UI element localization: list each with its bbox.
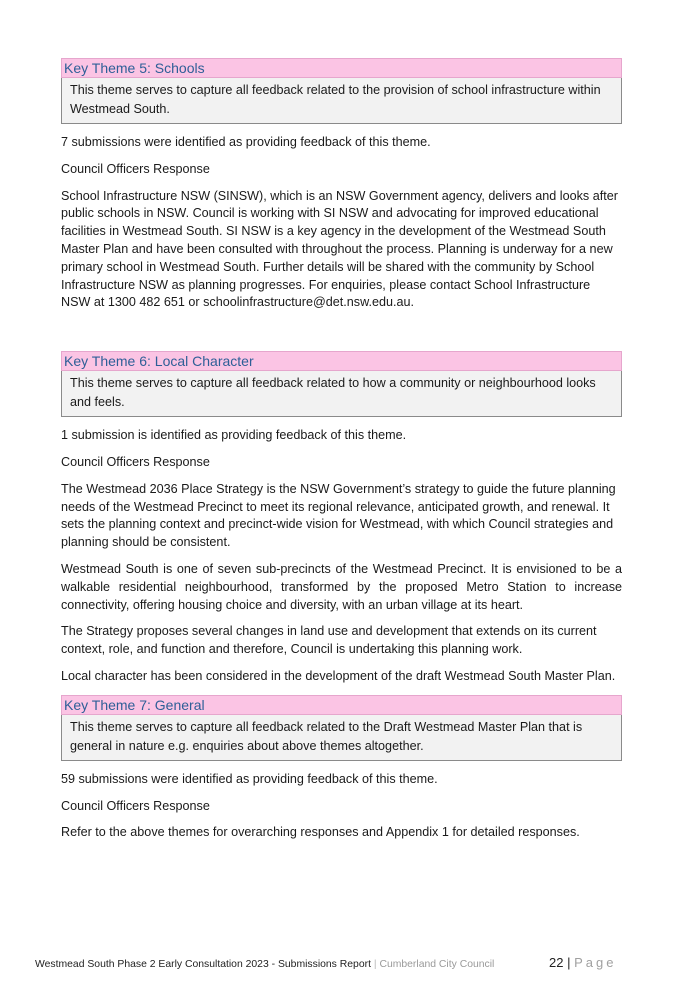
theme-6-section	[61, 351, 622, 686]
page-footer	[35, 957, 625, 973]
theme-6-response-text-3: The Strategy proposes several changes in land use and development that extends on its current context, role, and function and therefore, Council is undertaking this planning work.	[61, 624, 597, 657]
theme-6-description-box: This theme serves to capture all feedback related to how a community or neighbourhood looks and feels.	[61, 371, 622, 417]
footer-document-title: Westmead South Phase 2 Early Consultation 2023 - Submissions Report	[35, 959, 371, 970]
footer-organisation: Cumberland City Council	[379, 959, 495, 970]
theme-5-section	[61, 58, 622, 312]
footer-separator: |	[373, 959, 377, 970]
footer-page-indicator	[549, 955, 616, 971]
theme-7-heading: Key Theme 7: General	[61, 695, 622, 715]
theme-7-submission-count: 59 submissions were identified as providing feedback of this theme.	[61, 771, 438, 786]
theme-6-submission-count: 1 submission is identified as providing feedback of this theme.	[61, 428, 407, 443]
footer-page-number: 22	[549, 955, 564, 970]
theme-6-response-text-2: Westmead South is one of seven sub-precincts of the Westmead Precinct. It is envisioned to be a walkable residential neighbourhood, transformed by the proposed Metro Station to increase connectivity, offering housing choice and diversity, with an urban village at its heart.	[61, 561, 622, 612]
theme-6-heading: Key Theme 6: Local Character	[61, 351, 622, 371]
theme-7-section	[61, 695, 622, 842]
page-content	[61, 58, 622, 851]
theme-5-heading: Key Theme 5: Schools	[61, 58, 622, 78]
section-spacer	[61, 321, 622, 351]
theme-5-response-heading: Council Officers Response	[61, 161, 210, 176]
theme-7-response-text: Refer to the above themes for overarching responses and Appendix 1 for detailed responses.	[61, 825, 580, 840]
footer-page-separator: |	[567, 955, 571, 970]
footer-page-label: Page	[574, 955, 617, 970]
theme-6-response-text-1: The Westmead 2036 Place Strategy is the NSW Government’s strategy to guide the future planning needs of the Westmead Precinct to meet its regional relevance, anticipated growth, and renewal. It sets the planning context and precinct-wide vision for Westmead, with which Council strategies and planning should be consistent.	[61, 481, 616, 550]
theme-7-response-heading: Council Officers Response	[61, 798, 210, 813]
theme-6-response-heading: Council Officers Response	[61, 454, 210, 469]
theme-5-response-text: School Infrastructure NSW (SINSW), which is an NSW Government agency, delivers and looks after public schools in NSW. Council is working with SI NSW and advocating for improved educational facilities in Westmead South. SI NSW is a key agency in the development of the Westmead South Master Plan and have been consulted with throughout the process. Planning is underway for a new primary school in Westmead South. Further details will be shared with the community by School Infrastructure NSW as planning progresses. For enquiries, please contact School Infrastructure NSW at 1300 482 651 or schoolinfrastructure@det.nsw.edu.au.	[61, 188, 618, 310]
theme-5-description-box: This theme serves to capture all feedback related to the provision of school infrastructure within Westmead South.	[61, 78, 622, 124]
theme-7-description-box: This theme serves to capture all feedback related to the Draft Westmead Master Plan that is general in nature e.g. enquiries about above themes altogether.	[61, 715, 622, 761]
theme-5-submission-count: 7 submissions were identified as providing feedback of this theme.	[61, 135, 431, 149]
theme-6-response-text-4: Local character has been considered in the development of the draft Westmead South Master Plan.	[61, 668, 616, 683]
